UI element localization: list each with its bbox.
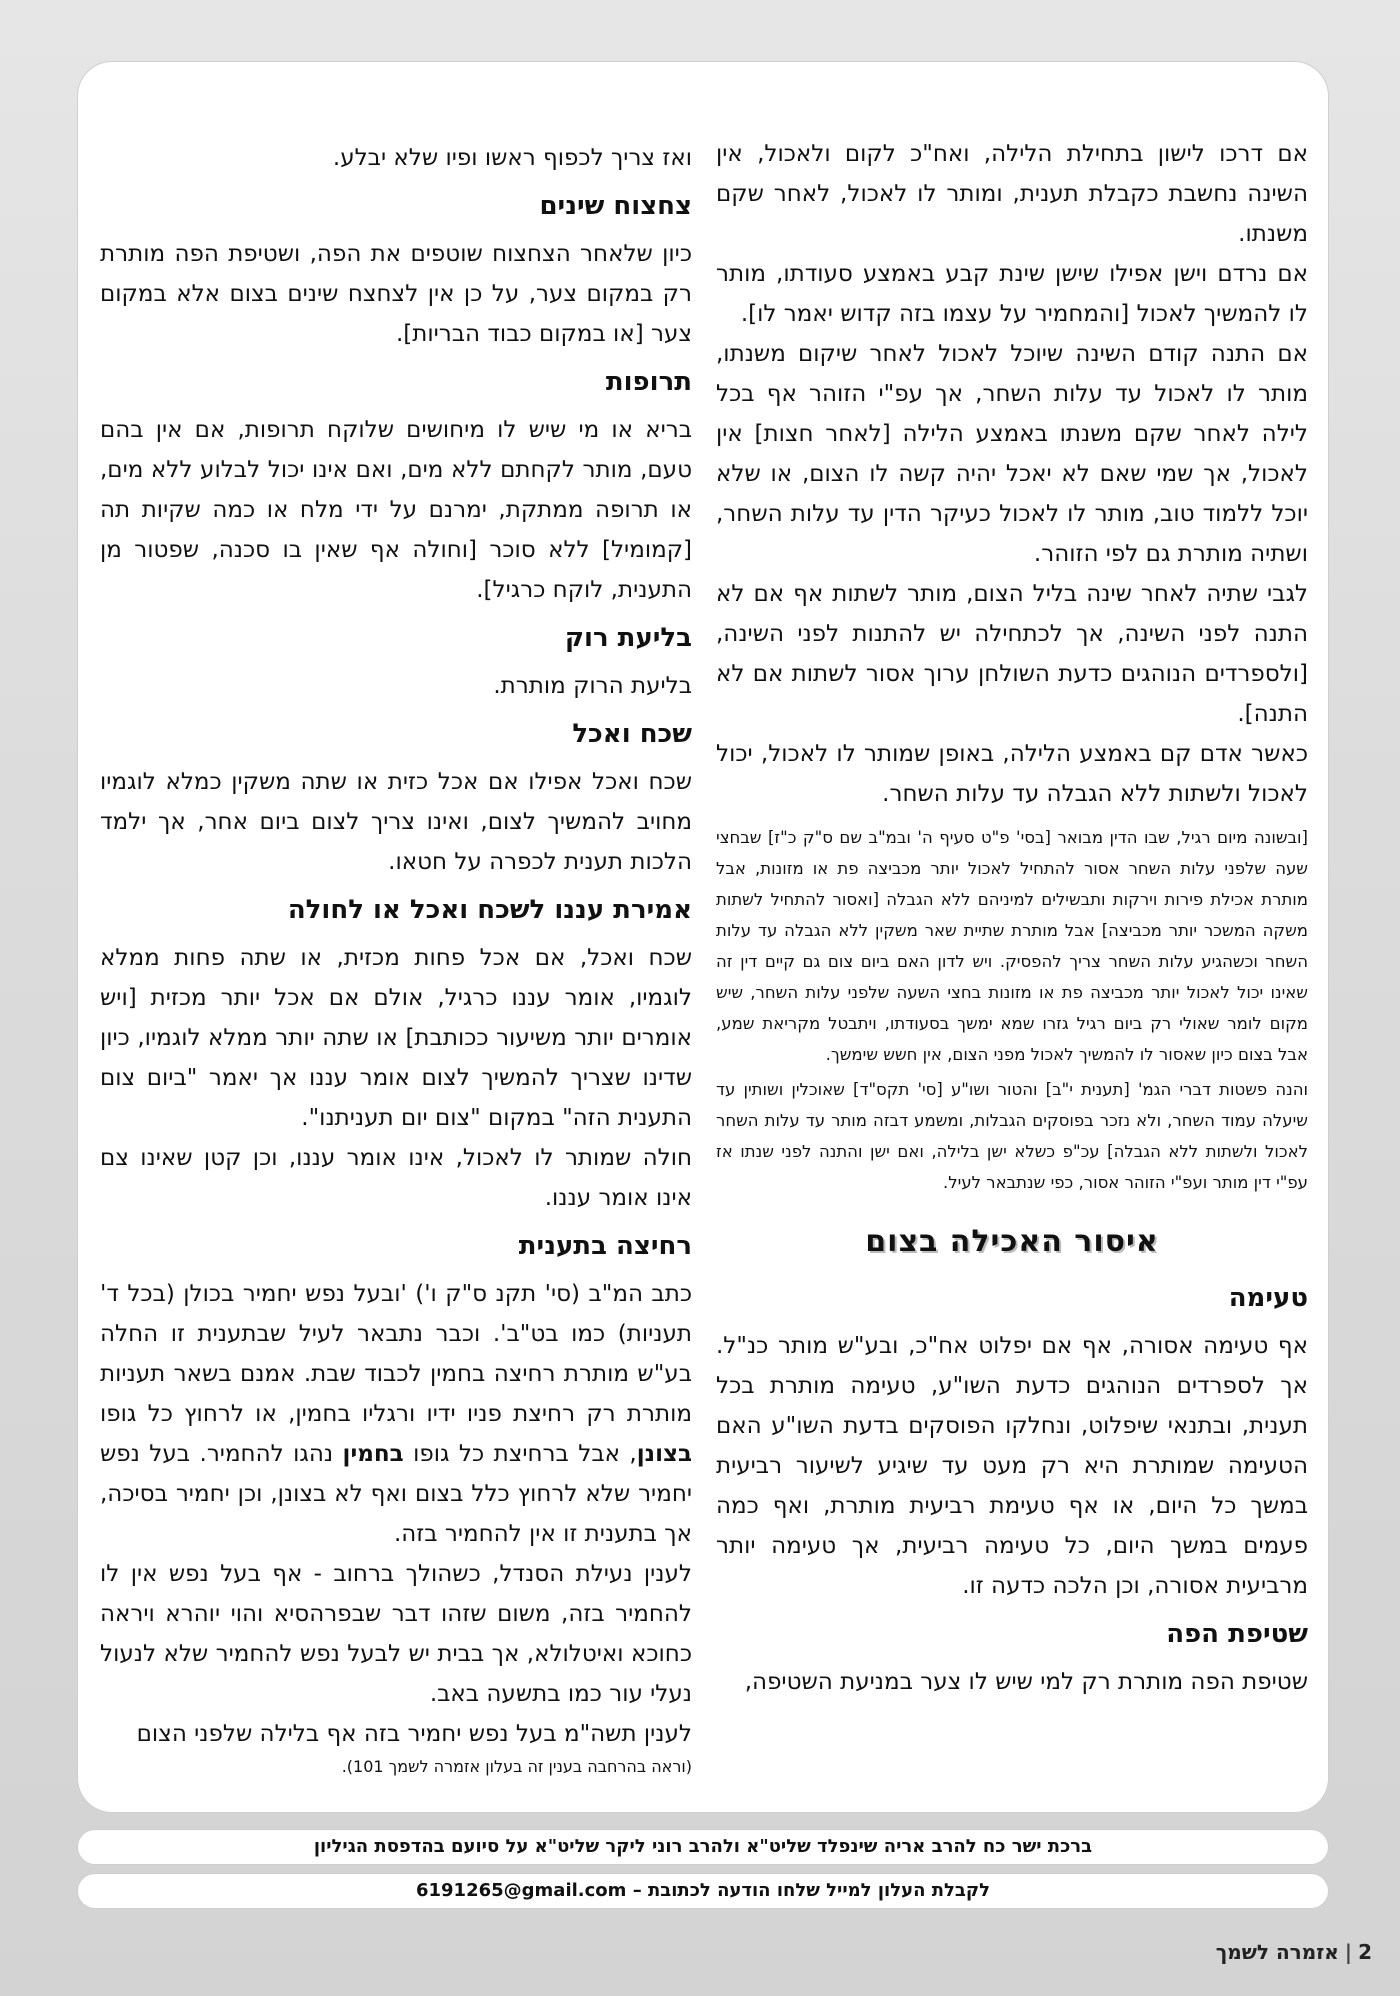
paragraph: שכח ואכל אפילו אם אכל כזית או שתה משקין כמלא לוגמיו מחויב להמשיך לצום, ואינו צריך לצום ביום אחר, אך ילמד הלכות תענית לכפרה על חטאו. — [100, 769, 692, 875]
right-column — [716, 134, 1308, 1702]
bold-word: בצונן — [636, 1441, 693, 1467]
page-number: 2 — [1358, 1940, 1372, 1964]
subheading-tzichtzuach: צחצוח שינים — [539, 191, 692, 221]
left-column — [100, 138, 692, 1780]
paragraph: כאשר אדם קם באמצע הלילה, באופן שמותר לו לאכול, יכול לאכול ולשתות ללא הגבלה עד עלות השחר. — [716, 741, 1308, 807]
paragraph: אף טעימה אסורה, אף אם יפלוט אח"כ, ובע"ש מותר כנ"ל. אך לספרדים הנוהגים כדעת השו"ע, טעימה מותרת בכל תענית, ובתנאי שיפלוט, ונחלקו הפוסקים בדעת השו"ע האם הטעימה שמותרת היא רק מעט עד שיגיע לשיעור רביעית במשך כל היום, או אף טעימת רביעית מותרת, ואף כמה פעמים במשך היום, כל טעימה רביעית, אך טעימה יותר מרביעית אסורה, וכן הלכה כדעה זו. — [716, 1333, 1308, 1599]
text-segment: נהגו להחמיר. בעל נפש יחמיר שלא לרחוץ כלל בצום ואף לא בצונן, וכן יחמיר בסיכה, אך בתענית זו אין להחמיר בזה. — [100, 1441, 692, 1547]
paragraph: לגבי שתיה לאחר שינה בליל הצום, מותר לשתות אף אם לא התנה לפני השינה, אך לכתחילה יש להתנות לפני השינה, [ולספרדים הנוהגים כדעת השולחן ערוך אסור לשתות אם לא התנה]. — [716, 581, 1308, 727]
subheading-bliat: בליעת רוק — [564, 623, 692, 653]
text-segment: כתב המ"ב (סי' תקנ ס"ק ו') 'ובעל נפש יחמיר בכולן (בכל ד' תעניות) כמו בט"ב'. וכבר נתבאר לעיל שבתענית זו החלה בע"ש מותרת רחיצה בחמין לכבוד שבת. אמנם בשאר תעניות מותרת רק רחיצת פניו ידיו ורגליו בחמין, או לרחוץ כל גופו — [100, 1281, 692, 1427]
footer-separator: | — [1344, 1940, 1353, 1964]
subheading-shachach: שכח ואכל — [572, 719, 692, 749]
paragraph: שטיפת הפה מותרת רק למי שיש לו צער במניעת השטיפה, — [744, 1669, 1308, 1695]
paragraph: לענין נעילת הסנדל, כשהולך ברחוב - אף בעל נפש אין לו להחמיר בזה, משום שזהו דבר שבפרהסיא והוי יוהרא ויראה כחוכא ואיטלולא, אך בבית יש לבעל נפש להחמיר שלא לנעול נעלי עור כמו בתשעה באב. — [100, 1561, 692, 1707]
page-footer — [1216, 1940, 1372, 1964]
paragraph: ואז צריך לכפוף ראשו ופיו שלא יבלע. — [332, 145, 692, 171]
subheading-trufot: תרופות — [605, 367, 692, 397]
subheading-amirat: אמירת עננו לשכח ואכל או לחולה — [287, 895, 692, 925]
publication-title: אזמרה לשמך — [1215, 1940, 1339, 1964]
paragraph: כיון שלאחר הצחצוח שוטפים את הפה, ושטיפת הפה מותרת רק במקום צער, על כן אין לצחצח שינים בצום אלא במקום צער [או במקום כבוד הבריות]. — [100, 241, 692, 347]
thanks-text: ברכת ישר כח להרב אריה שינפלד שליט"א ולהרב רוני ליקר שליט"א על סיועם בהדפסת הגיליון — [313, 1836, 1093, 1857]
paragraph: חולה שמותר לו לאכול, אינו אומר עננו, וכן קטן שאינו צם אינו אומר עננו. — [100, 1145, 692, 1211]
subheading-rechitza: רחיצה בתענית — [518, 1231, 692, 1261]
subscribe-text: לקבלת העלון למייל שלחו הודעה לכתובת – — [632, 1880, 991, 1901]
bold-word: בחמין — [342, 1441, 404, 1467]
section-title: איסור האכילה בצום — [865, 1224, 1159, 1259]
reference-note: (וראה בהרחבה בענין זה בעלון אזמרה לשמך 101). — [341, 1757, 692, 1776]
paragraph-rechitza — [100, 1274, 692, 1554]
thanks-bar — [78, 1830, 1328, 1864]
subheading-shtifa: שטיפת הפה — [1166, 1619, 1308, 1649]
note-paragraph: והנה פשטות דברי הגמ' [תענית י"ב] והטור ושו"ע [סי' תקס"ד] שאוכלין ושותין עד שיעלה עמוד השחר, ולא נזכר בפוסקים הגבלות, ומשמע דבזה מותר עד עלות השחר לאכול ולשתות ללא הגבלה] עכ"פ כשלא ישן בלילה, ואם ישן והתנה לפני שנתו אז עפ"י דין מותר ועפ"י הזוהר אסור, כפי שנתבאר לעיל. — [716, 1080, 1308, 1192]
paragraph: שכח ואכל, אם אכל פחות מכזית, או שתה פחות ממלא לוגמיו, אומר עננו כרגיל, אולם אם אכל יותר מכזית [ויש אומרים יותר משיעור ככותבת] או שתה יותר ממלא לוגמיו, כיון שדינו שצריך להמשיך לצום אומר עננו אך יאמר "ביום צום התענית הזה" במקום "צום יום תעניתנו". — [100, 945, 692, 1131]
subheading-taima: טעימה — [1228, 1283, 1308, 1313]
note-paragraph: [ובשונה מיום רגיל, שבו הדין מבואר [בסי' פ"ט סעיף ה' ובמ"ב שם ס"ק כ"ז] שבחצי שעה שלפני עלות השחר אסור להתחיל לאכול יותר מכביצה פת או מזונות, אבל מותרת אכילת פירות וירקות ותבשילים למיניהם ללא הגבלה [ואסור להתחיל לשתות משקה המשכר יותר מכביצה] אבל מותרת שתיית שאר משקין ללא הגבלה עד עלות השחר וכשהגיע עלות השחר צריך להפסיק. ויש לדון האם ביום צום גם קיים דין זה שאינו יכול לאכול יותר מכביצה פת או מזונות בחצי השעה שלפני עלות השחר, שיש מקום לומר שאולי רק ביום רגיל גזרו שמא ימשך בסעודתו, ויתבטל מקריאת שמע, אבל בצום כיון שאסור לו להמשיך לאכול מפני הצום, אין חשש שימשך. — [716, 828, 1308, 1064]
paragraph: לענין תשה"מ בעל נפש יחמיר בזה אף בלילה שלפני הצום — [136, 1721, 692, 1747]
text-segment: , אבל ברחיצת כל גופו — [413, 1441, 637, 1467]
paragraph: אם התנה קודם השינה שיוכל לאכול לאחר שיקום משנתו, מותר לו לאכול עד עלות השחר, אך עפ"י הזוהר אף בכל לילה לאחר שקם משנתו באמצע הלילה [לאחר חצות] אין לאכול, אך שמי שאם לא יאכל יהיה קשה לו הצום, או שלא יוכל ללמוד טוב, מותר לו לאכול כעיקר הדין עד עלות השחר, ושתיה מותרת גם לפי הזוהר. — [716, 341, 1308, 567]
content-card — [78, 62, 1328, 1812]
paragraph: אם נרדם וישן אפילו שישן שינת קבע באמצע סעודתו, מותר לו להמשיך לאכול [והמחמיר על עצמו בזה קדוש יאמר לו]. — [716, 261, 1308, 327]
subscribe-bar — [78, 1874, 1328, 1908]
paragraph: בליעת הרוק מותרת. — [493, 673, 692, 699]
email-link[interactable]: 6191265@gmail.com — [415, 1880, 627, 1901]
paragraph: אם דרכו לישון בתחילת הלילה, ואח"כ לקום ולאכול, אין השינה נחשבת כקבלת תענית, ומותר לו לאכול, לאחר שקם משנתו. — [716, 141, 1308, 247]
paragraph: בריא או מי שיש לו מיחושים שלוקח תרופות, אם אין בהם טעם, מותר לקחתם ללא מים, ואם אינו יכול לבלוע ללא מים, או תרופה ממתקת, ימרנם על ידי מלח או כמה שקיות תה [קמומיל] ללא סוכר [וחולה אף שאין בו סכנה, שפטור מן התענית, לוקח כרגיל]. — [100, 417, 692, 603]
